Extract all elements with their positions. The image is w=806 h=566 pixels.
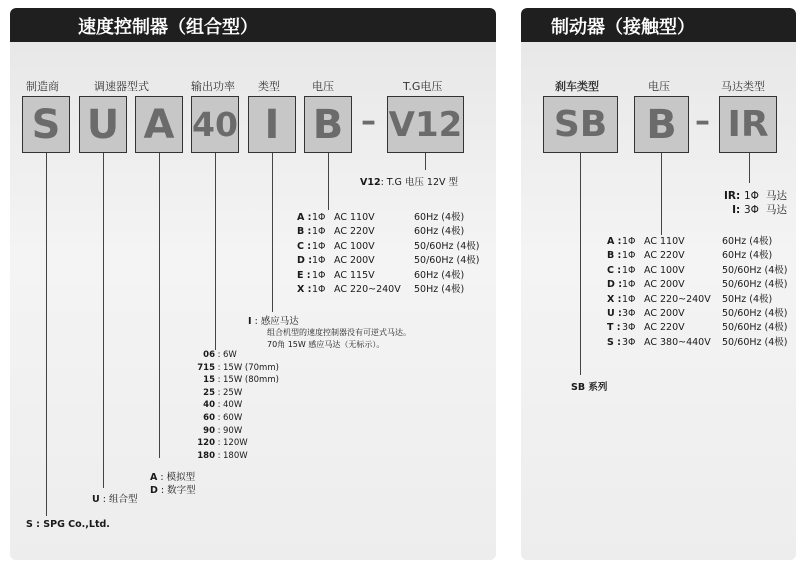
power-colon: : (217, 438, 221, 449)
row-frequency: 50/60Hz (4极) (722, 264, 788, 276)
row-phase: 1Φ (622, 264, 636, 276)
tg-voltage-note: V12: T.G 电压 12V 型 (360, 177, 459, 188)
code-box-tg: V12 (387, 96, 464, 153)
label-voltage: 电压 (648, 80, 670, 93)
row-frequency: 50Hz (4极) (414, 284, 465, 296)
table-row: S : 3Φ AC 380~440V 50/60Hz (4极) (607, 336, 788, 348)
row-phase: 3Φ (622, 322, 636, 334)
code-box-type: I (248, 96, 296, 153)
motor-code: I (732, 204, 736, 217)
motor-type-table (718, 189, 796, 218)
motor-label: 马达 (766, 204, 787, 217)
label-motor-type: 马达类型 (721, 80, 765, 93)
row-phase: 1Φ (312, 226, 326, 238)
row-voltage: AC 100V (334, 240, 375, 252)
analog-digital-note: A : 模拟型 D : 数字型 (150, 472, 196, 496)
power-table (191, 349, 293, 462)
speed-controller-panel (10, 8, 496, 560)
table-row (191, 425, 293, 438)
power-value: 60W (223, 412, 243, 423)
power-colon: : (217, 412, 221, 423)
table-row (191, 374, 293, 387)
table-row (191, 399, 293, 412)
power-colon: : (217, 425, 221, 436)
dash-separator: – (695, 104, 710, 139)
row-voltage: AC 220V (644, 250, 685, 262)
power-code: 15 (203, 375, 215, 386)
table-row: C : 1Φ AC 100V 50/60Hz (4极) (607, 264, 788, 276)
row-voltage: AC 200V (644, 308, 685, 320)
table-row: D : 1Φ AC 200V 50/60Hz (4极) (297, 255, 480, 267)
table-row (191, 387, 293, 400)
row-code: C (607, 264, 614, 276)
row-code: X (607, 293, 615, 305)
code-box-brake: SB (543, 96, 618, 153)
row-code: X (297, 284, 305, 296)
row-phase: 1Φ (622, 279, 636, 291)
motor-phase: 1Φ (744, 190, 759, 202)
row-phase: 3Φ (622, 308, 636, 320)
power-code: 180 (197, 450, 215, 461)
power-code: 120 (197, 438, 215, 449)
power-code: 25 (203, 387, 215, 398)
row-code: U (607, 308, 615, 320)
table-row (191, 437, 293, 450)
code-box-governor: U (79, 96, 127, 153)
power-value: 15W (70mm) (223, 362, 279, 373)
power-value: 15W (80mm) (223, 375, 279, 386)
table-row: B : 1Φ AC 220V 60Hz (4极) (297, 226, 465, 238)
table-row (718, 203, 796, 217)
label-governor-type: 调速器型式 (94, 80, 149, 93)
row-voltage: AC 200V (334, 255, 375, 267)
code-box-manufacturer: S (22, 96, 70, 153)
row-frequency: 50/60Hz (4极) (414, 240, 480, 252)
row-frequency: 60Hz (4极) (414, 226, 465, 238)
row-frequency: 50/60Hz (4极) (414, 255, 480, 267)
table-row (191, 412, 293, 425)
power-colon: : (217, 350, 221, 360)
motor-code: IR (724, 190, 736, 202)
table-row: U : 3Φ AC 200V 50/60Hz (4极) (607, 308, 788, 320)
row-phase: 1Φ (622, 236, 636, 247)
power-code: 40 (203, 400, 215, 411)
label-type: 类型 (258, 80, 280, 93)
sb-series-note: SB 系列 (571, 382, 608, 393)
row-frequency: 50/60Hz (4极) (722, 308, 788, 320)
row-phase: 1Φ (622, 250, 636, 262)
table-row (191, 450, 293, 463)
code-box-voltage: B (634, 96, 689, 153)
power-value: 6W (223, 350, 237, 360)
row-voltage: AC 110V (644, 236, 685, 247)
label-tg-voltage: T.G电压 (403, 80, 443, 93)
power-value: 120W (223, 438, 248, 449)
row-code: D (297, 255, 305, 267)
code-box-power: 40 (191, 96, 239, 153)
row-code: C (297, 240, 304, 252)
row-phase: 1Φ (622, 293, 636, 305)
row-code: A (607, 236, 615, 247)
voltage-table (607, 235, 787, 350)
row-phase: 1Φ (312, 212, 326, 223)
motor-phase: 3Φ (744, 204, 759, 217)
power-value: 180W (223, 450, 248, 461)
table-row: X : 1Φ AC 220~240V 50Hz (4极) (607, 293, 773, 305)
table-row: C : 1Φ AC 100V 50/60Hz (4极) (297, 240, 480, 252)
row-frequency: 60Hz (4极) (722, 250, 773, 262)
motor-label: 马达 (766, 190, 787, 202)
row-frequency: 60Hz (4极) (722, 236, 773, 247)
table-row: T : 3Φ AC 220V 50/60Hz (4极) (607, 322, 788, 334)
power-value: 40W (223, 400, 243, 411)
table-row: D : 1Φ AC 200V 50/60Hz (4极) (607, 279, 788, 291)
power-colon: : (217, 400, 221, 411)
power-value: 90W (223, 425, 243, 436)
table-row: A : 1Φ AC 110V 60Hz (4极) (607, 236, 773, 247)
label-output-power: 输出功率 (191, 80, 235, 93)
power-colon: : (217, 375, 221, 386)
table-row: X : 1Φ AC 220~240V 50Hz (4极) (297, 284, 465, 296)
row-phase: 1Φ (312, 269, 326, 281)
brake-panel (521, 8, 796, 560)
table-row: A : 1Φ AC 110V 60Hz (4极) (297, 212, 465, 223)
row-voltage: AC 220V (644, 322, 685, 334)
table-row (191, 349, 293, 362)
row-code: S (607, 336, 614, 348)
row-voltage: AC 100V (644, 264, 685, 276)
row-frequency: 50/60Hz (4极) (722, 336, 788, 348)
power-code: 715 (197, 362, 215, 373)
table-row (718, 189, 796, 203)
motor-colon: : (736, 204, 741, 217)
combo-note: U : 组合型 (92, 494, 138, 505)
row-frequency: 60Hz (4极) (414, 269, 465, 281)
row-code: D (607, 279, 615, 291)
row-code: E (297, 269, 304, 281)
power-code: 90 (203, 425, 215, 436)
code-box-analog-digital: A (135, 96, 183, 153)
row-voltage: AC 220V (334, 226, 375, 238)
row-voltage: AC 110V (334, 212, 375, 223)
label-brake-type: 刹车类型 (555, 80, 599, 93)
row-phase: 1Φ (312, 284, 326, 296)
type-note-line2: 组合机型的速度控制器没有可逆式马达。 (267, 328, 411, 337)
row-frequency: 60Hz (4极) (414, 212, 465, 223)
row-phase: 3Φ (622, 336, 636, 348)
power-value: 25W (223, 387, 243, 398)
label-voltage: 电压 (312, 80, 334, 93)
row-voltage: AC 200V (644, 279, 685, 291)
row-frequency: 50Hz (4极) (722, 293, 773, 305)
row-code: B (607, 250, 615, 262)
row-voltage: AC 380~440V (644, 336, 711, 348)
type-note-line3: 70角 15W 感应马达（无标示）。 (267, 340, 385, 349)
table-row: E : 1Φ AC 115V 60Hz (4极) (297, 269, 465, 281)
power-colon: : (217, 450, 221, 461)
voltage-table (297, 211, 479, 297)
dash-separator: – (361, 104, 376, 139)
row-frequency: 50/60Hz (4极) (722, 322, 788, 334)
power-colon: : (217, 362, 221, 373)
code-box-voltage: B (304, 96, 352, 153)
panel-title: 制动器（接触型） (551, 17, 695, 38)
row-code: T (607, 322, 614, 334)
row-voltage: AC 115V (334, 269, 375, 281)
row-code: A (297, 212, 305, 223)
code-box-motor: IR (719, 96, 777, 153)
panel-title: 速度控制器（组合型） (78, 17, 258, 38)
table-row: B : 1Φ AC 220V 60Hz (4极) (607, 250, 773, 262)
row-voltage: AC 220~240V (644, 293, 711, 305)
label-manufacturer: 制造商 (26, 80, 59, 93)
motor-colon: : (736, 190, 741, 202)
row-phase: 1Φ (312, 255, 326, 267)
power-code: 60 (203, 412, 215, 423)
row-frequency: 50/60Hz (4极) (722, 279, 788, 291)
power-code: 06 (203, 350, 215, 360)
row-phase: 1Φ (312, 240, 326, 252)
row-voltage: AC 220~240V (334, 284, 401, 296)
power-colon: : (217, 387, 221, 398)
table-row (191, 362, 293, 375)
manufacturer-note: S : SPG Co.,Ltd. (26, 519, 110, 530)
row-code: B (297, 226, 305, 238)
type-note: I : 感应马达 (248, 316, 299, 327)
